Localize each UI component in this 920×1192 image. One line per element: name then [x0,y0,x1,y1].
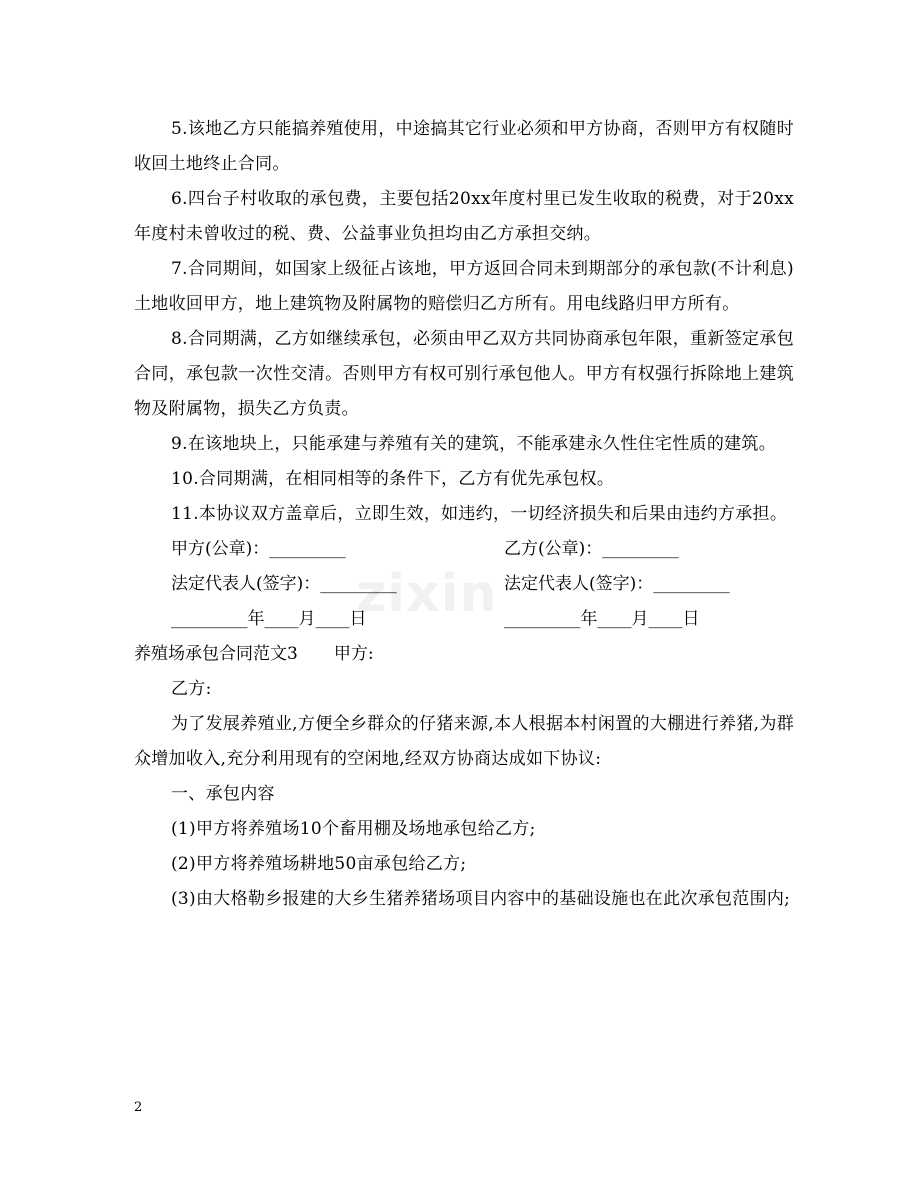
party-a-label: 甲方: [333,644,374,664]
party-b-representative: 法定代表人(签字)：_________ [504,574,730,594]
clause-8: 8.合同期满，乙方如继续承包，必须由甲乙双方共同协商承包年限，重新签定承包合同，承包款一次性交清。否则甲方有权可别行承包他人。甲方有权强行拆除地上建筑物及附属物，损失乙方负责。 [134,329,794,419]
section-heading-line [134,637,794,672]
clause-6: 6.四台子村收取的承包费，主要包括20xx年度村里已发生收取的税费，对于20xx年度村未曾收过的税、费、公益事业负担均由乙方承担交纳。 [134,189,794,244]
signature-rep-row [134,567,794,602]
party-b-seal: 乙方(公章)：_________ [504,539,679,559]
signature-date-row [134,602,794,637]
party-b-date: _________年____月____日 [504,609,700,629]
party-a-date: _________年____月____日 [171,609,367,629]
clause-10: 10.合同期满，在相同相等的条件下，乙方有优先承包权。 [171,469,615,489]
signature-seal-row [134,532,794,567]
party-a-representative: 法定代表人(签字)：_________ [171,574,397,594]
document-body [134,112,794,917]
item-3: (3)由大格勒乡报建的大乡生猪养猪场项目内容中的基础设施也在此次承包范围内; [171,889,791,909]
section-heading-contract-content: 一、承包内容 [171,784,275,804]
party-a-seal: 甲方(公章)：_________ [171,539,346,559]
item-1: (1)甲方将养殖场10个畜用棚及场地承包给乙方; [171,819,536,839]
item-2: (2)甲方将养殖场耕地50亩承包给乙方; [171,854,467,874]
clause-11: 11.本协议双方盖章后，立即生效，如违约，一切经济损失和后果由违约方承担。 [171,504,788,524]
section-title: 养殖场承包合同范文3 [134,644,298,664]
clause-5: 5.该地乙方只能搞养殖使用，中途搞其它行业必须和甲方协商，否则甲方有权随时收回土地终止合同。 [134,119,794,174]
page-number: 2 [134,1100,143,1115]
party-b-label: 乙方: [171,679,212,699]
clause-7: 7.合同期间，如国家上级征占该地，甲方返回合同未到期部分的承包款(不计利息)土地收回甲方，地上建筑物及附属物的赔偿归乙方所有。用电线路归甲方所有。 [134,259,794,314]
preamble-paragraph: 为了发展养殖业,方便全乡群众的仔猪来源,本人根据本村闲置的大棚进行养猪,为群众增加收入,充分利用现有的空闲地,经双方协商达成如下协议: [134,714,794,769]
clause-9: 9.在该地块上，只能承建与养殖有关的建筑，不能承建永久性住宅性质的建筑。 [171,434,777,454]
watermark: zixin [356,564,498,624]
